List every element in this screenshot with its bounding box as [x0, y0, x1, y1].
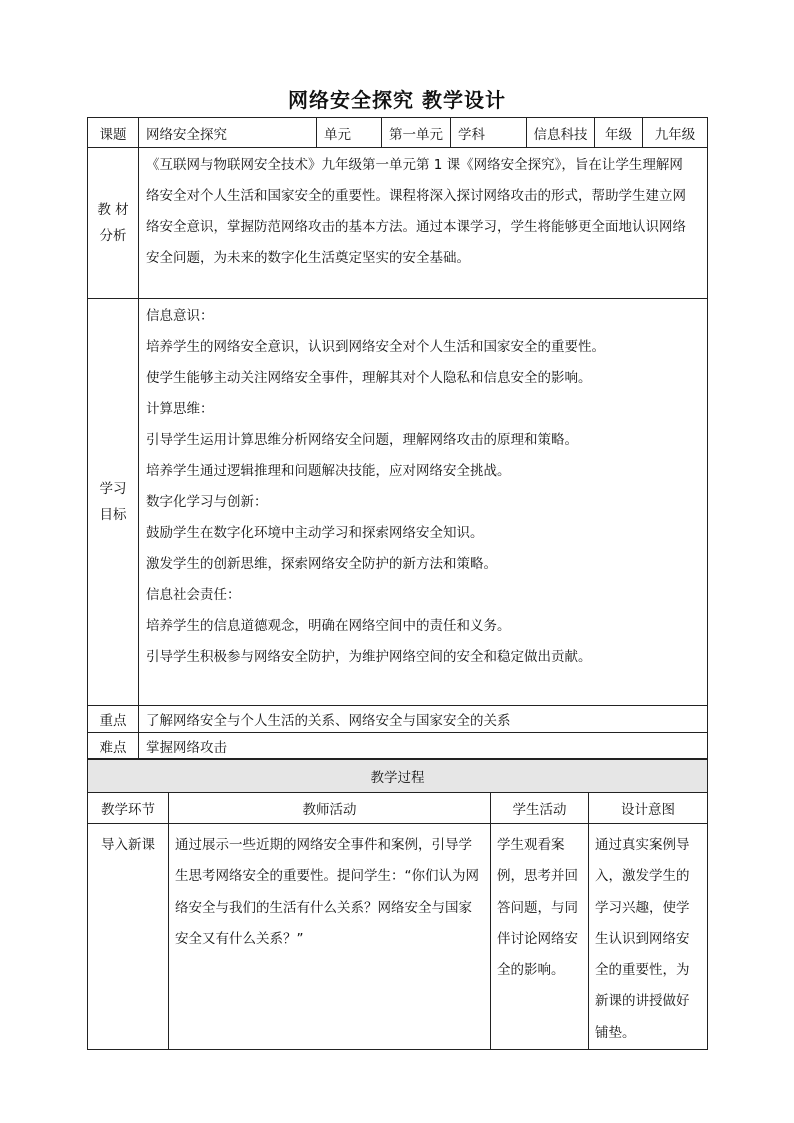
objective-line: 培养学生的网络安全意识，认识到网络安全对个人生活和国家安全的重要性。 [146, 339, 605, 355]
student-activity-cell: 学生观看案例，思考并回答问题，与同伴讨论网络安全的影响。 [491, 824, 589, 1050]
difficulty-value: 掌握网络攻击 [139, 733, 708, 759]
teacher-activity-cell: 通过展示一些近期的网络安全事件和案例，引导学生思考网络安全的重要性。提问学生：“你们认为网络安全与我们的生活有什么关系？网络安全与国家安全又有什么关系？” [169, 824, 491, 1050]
column-header-student: 学生活动 [491, 793, 589, 824]
objectives-text [139, 299, 708, 706]
objectives-label-line2: 目标 [99, 507, 127, 523]
process-heading: 教学过程 [88, 760, 708, 793]
objective-line: 数字化学习与创新： [146, 494, 268, 510]
objective-line: 培养学生通过逻辑推理和问题解决技能，应对网络安全挑战。 [146, 463, 511, 479]
analysis-line: 络安全对个人生活和国家安全的重要性。课程将深入探讨网络攻击的形式，帮助学生建立网 [146, 188, 686, 204]
info-table [87, 117, 708, 759]
analysis-line: 《互联网与物联网安全技术》九年级第一单元第 1 课《网络安全探究》，旨在让学生理解网 [146, 157, 683, 173]
objectives-label [88, 299, 139, 706]
analysis-text [139, 148, 708, 299]
objective-line: 使学生能够主动关注网络安全事件，理解其对个人隐私和信息安全的影响。 [146, 370, 592, 386]
analysis-label [88, 148, 139, 299]
topic-label: 课题 [88, 118, 139, 148]
unit-label: 单元 [317, 118, 382, 148]
topic-value: 网络安全探究 [139, 118, 317, 148]
objective-line: 信息社会责任： [146, 587, 241, 603]
objectives-label-line1: 学习 [99, 481, 127, 497]
objective-line: 信息意识： [146, 308, 214, 324]
design-intent-cell: 通过真实案例导入，激发学生的学习兴趣，使学生认识到网络安全的重要性，为新课的讲授做好铺垫。 [589, 824, 708, 1050]
process-table [87, 759, 708, 1050]
objective-line: 引导学生运用计算思维分析网络安全问题，理解网络攻击的原理和策略。 [146, 432, 578, 448]
subject-value: 信息科技 [527, 118, 595, 148]
analysis-label-line2: 分析 [99, 228, 127, 244]
analysis-line: 络安全意识，掌握防范网络攻击的基本方法。通过本课学习，学生将能够更全面地认识网络 [146, 219, 686, 235]
objective-line: 计算思维： [146, 401, 214, 417]
unit-value: 第一单元 [382, 118, 451, 148]
grade-value: 九年级 [643, 118, 708, 148]
page-title: 网络安全探究 教学设计 [288, 88, 506, 112]
stage-cell: 导入新课 [88, 824, 169, 1050]
objective-line: 激发学生的创新思维，探索网络安全防护的新方法和策略。 [146, 556, 497, 572]
analysis-label-line1: 教 材 [97, 202, 129, 218]
objective-line: 鼓励学生在数字化环境中主动学习和探索网络安全知识。 [146, 525, 484, 541]
subject-label: 学科 [451, 118, 527, 148]
column-header-teacher: 教师活动 [169, 793, 491, 824]
key-point-label: 重点 [88, 706, 139, 733]
analysis-line: 安全问题，为未来的数字化生活奠定坚实的安全基础。 [146, 250, 470, 266]
column-header-intent: 设计意图 [589, 793, 708, 824]
objective-line: 培养学生的信息道德观念，明确在网络空间中的责任和义务。 [146, 618, 511, 634]
difficulty-label: 难点 [88, 733, 139, 759]
column-header-stage: 教学环节 [88, 793, 169, 824]
grade-label: 年级 [595, 118, 643, 148]
table-row [88, 824, 708, 1050]
key-point-value: 了解网络安全与个人生活的关系、网络安全与国家安全的关系 [139, 706, 708, 733]
objective-line: 引导学生积极参与网络安全防护，为维护网络空间的安全和稳定做出贡献。 [146, 649, 592, 665]
